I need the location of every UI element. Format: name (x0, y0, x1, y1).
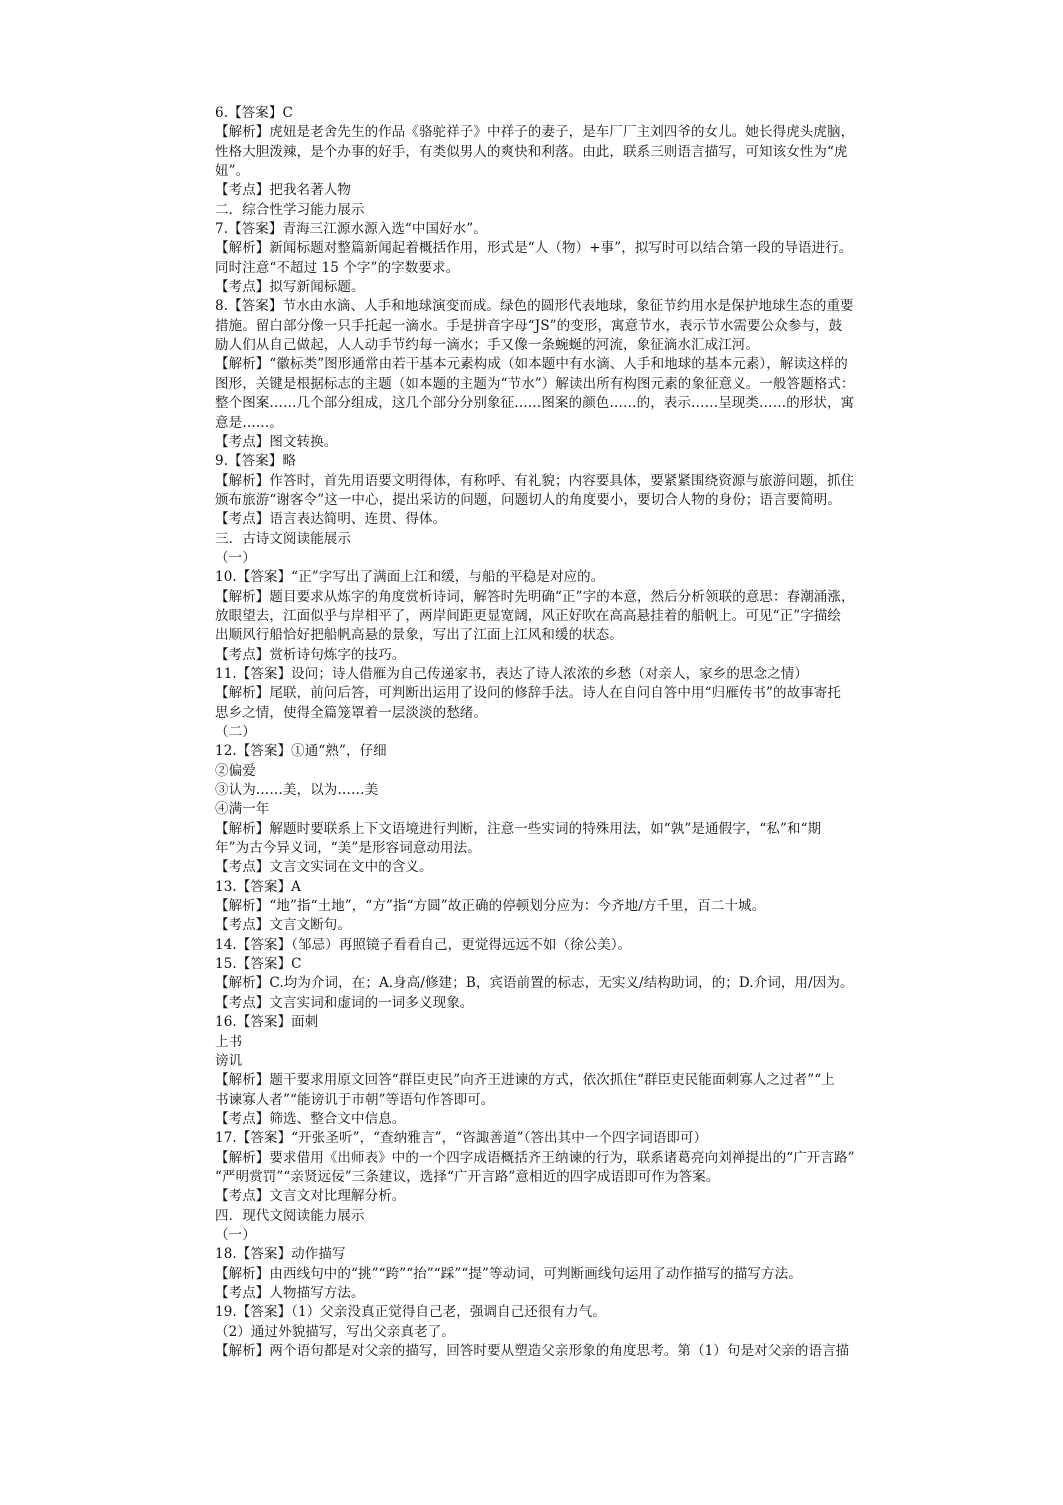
text-line: 【解析】新闻标题对整篇新闻起着概括作用，形式是“人（物）+事”，拟写时可以结合第一段的导语进行。 (215, 240, 853, 257)
text-line: 颁布旅游“谢客令”这一中心，提出采访的问题，问题切人的角度要小，要切合人物的身份；语言要简明。 (215, 491, 842, 508)
text-line: 四．现代文阅读能力展示 (215, 1207, 365, 1224)
text-line: 整个图案……几个部分组成，这几个部分分别象征……图案的颜色……的，表示……呈现类……的形状，寓 (215, 395, 855, 412)
text-line: 意是……。 (215, 414, 283, 431)
answer-key-content (215, 104, 935, 1361)
text-line: 【解析】作答时，首先用语要文明得体，有称呼、有礼貌；内容要具体，要紧紧围绕资源与旅游问题，抓住 (215, 472, 855, 489)
text-line: 【考点】人物描写方法。 (215, 1284, 365, 1301)
text-line: 【解析】C.均为介词，在；A.身高/修建；B，宾语前置的标志，无实义/结构助词，的；D.介词，用/因为。 (215, 975, 854, 992)
text-line: 【解析】题目要求从炼字的角度赏析诗词，解答时先明确“正”字的本意，然后分析领联的意思：春潮涌涨， (215, 588, 855, 605)
text-line: 【解析】“徽标类”图形通常由若干基本元素构成（如本题中有水滴、人手和地球的基本元素），解读这样的 (215, 356, 848, 373)
text-line: 图形，关键是根据标志的主题（如本题的主题为“节水”）解读出所有构图元素的象征意义。一般答题格式： (215, 375, 855, 392)
text-line: 13.【答案】A (215, 878, 302, 895)
text-line: 出顺风行船恰好把船帆高悬的景象，写出了江面上江风和缓的状态。 (215, 627, 623, 644)
text-line: 11.【答案】设问；诗人借雁为自己传递家书，表达了诗人浓浓的乡愁（对亲人，家乡的思念之情） (215, 665, 808, 682)
text-line: “严明赏罚”“亲贤远佞”三条建议，选择“广开言路”意相近的四字成语即可作为答案。 (215, 1168, 720, 1185)
text-line: 【考点】图文转换。 (215, 433, 338, 450)
text-line: 放眼望去，江面似乎与岸相平了，两岸间距更显宽阔，风正好吹在高高悬挂着的船帆上。可见“正”字描绘 (215, 607, 842, 624)
text-line: 12.【答案】①通“熟”，仔细 (215, 743, 387, 760)
text-line: 同时注意“不超过 15 个字”的字数要求。 (215, 259, 460, 276)
text-line: 【考点】文言文实词在文中的含义。 (215, 859, 433, 876)
text-line: 三．古诗文阅读能展示 (215, 530, 351, 547)
text-line: 【解析】虎妞是老舍先生的作品《骆驼祥子》中祥子的妻子，是车厂厂主刘四爷的女儿。她长得虎头虎脑， (215, 124, 855, 141)
text-line: 8.【答案】节水由水滴、人手和地球演变而成。绿色的圆形代表地球，象征节约用水是保护地球生态的重要 (215, 298, 854, 315)
text-line: 【考点】语言表达简明、连贯、得体。 (215, 511, 447, 528)
text-line: ②偏爱 (215, 762, 256, 779)
text-line: 上书 (215, 1033, 243, 1050)
text-line: ④满一年 (215, 801, 270, 818)
text-line: 【解析】解题时要联系上下文语境进行判断，注意一些实词的特殊用法，如“孰”是通假字，“私”和“期 (215, 820, 822, 837)
text-line: 【解析】要求借用《出师表》中的一个四字成语概括齐王纳谏的行为，联系诸葛亮向刘禅提出的“广开言路” (215, 1149, 855, 1166)
text-line: 思乡之情，使得全篇笼罩着一层淡淡的愁绪。 (215, 704, 487, 721)
text-line: 14.【答案】（邹忌）再照镜子看看自己，更觉得远远不如（徐公美）。 (215, 936, 632, 953)
text-line: 18.【答案】动作描写 (215, 1246, 346, 1263)
text-line: 妞”。 (215, 163, 250, 180)
text-line: 谤讥 (215, 1052, 243, 1069)
text-line: 10.【答案】“正”字写出了满面上江和缓，与船的平稳是对应的。 (215, 569, 605, 586)
text-line: （二） (215, 724, 256, 740)
text-line: 【解析】题干要求用原文回答“群臣吏民”向齐王进谏的方式，依次抓住“群臣吏民能面刺寡人之过者”“上 (215, 1072, 835, 1089)
text-line: 书谏寡人者”“能谤讥于市朝”等语句作答即可。 (215, 1091, 495, 1108)
text-line: （一） (215, 1226, 256, 1243)
text-line: 措施。留白部分像一只手托起一滴水。手是拼音字母“JS”的变形，寓意节水，表示节水需要公众参与，鼓 (215, 317, 843, 334)
text-line: 年”为古今异义词，“美”是形容词意动用法。 (215, 840, 481, 857)
text-line: 二．综合性学习能力展示 (215, 201, 365, 218)
text-line: ③认为……美，以为……美 (215, 782, 379, 799)
text-line: 【考点】赏析诗句炼字的技巧。 (215, 646, 406, 663)
text-line: 【解析】“地”指“土地”，“方”指“方圆”故正确的停顿划分应为：今齐地/方千里，百二十城。 (215, 898, 766, 915)
text-line: 【考点】文言文断句。 (215, 917, 351, 934)
text-line: 性格大胆泼辣，是个办事的好手，有类似男人的爽快和利落。由此，联系三则语言描写，可知该女性为“虎 (215, 143, 848, 160)
text-line: 15.【答案】C (215, 956, 302, 973)
text-line: 【考点】文言文对比理解分析。 (215, 1188, 406, 1205)
text-line: 9.【答案】略 (215, 453, 297, 470)
text-line: 【考点】拟写新闻标题。 (215, 279, 365, 296)
text-line: 16.【答案】面刺 (215, 1014, 319, 1031)
text-line: 【考点】把我名著人物 (215, 182, 351, 199)
text-line: （2）通过外貌描写，写出父亲真老了。 (215, 1323, 455, 1340)
text-line: 7.【答案】青海三江源水源入选“中国好水”。 (215, 221, 487, 238)
text-line: 励人们从自己做起，人人动手节约每一滴水；手又像一条蜿蜒的河流，象征滴水汇成江河。 (215, 337, 759, 354)
text-line: 【解析】尾联，前问后答，可判断出运用了设问的修辞手法。诗人在自问自答中用“归雁传书”的故事寄托 (215, 685, 842, 702)
text-line: 【解析】由西线句中的“挑”“跨”“抬”“踩”“提”等动词，可判断画线句运用了动作描写的描写方法。 (215, 1265, 802, 1282)
text-line: 【考点】文言实词和虚词的一词多义现象。 (215, 994, 474, 1011)
text-line: 6.【答案】C (215, 105, 293, 121)
text-line: 【解析】两个语句都是对父亲的描写，回答时要从塑造父亲形象的角度思考。第（1）句是对父亲的语言描 (215, 1343, 850, 1359)
text-line: （一） (215, 549, 256, 566)
text-line: 17.【答案】“开张圣听”，“查纳雅言”，“咨諏善道”（答出其中一个四字词语即可） (215, 1130, 708, 1147)
text-line: 19.【答案】（1）父亲没真正觉得自己老，强调自己还很有力气。 (215, 1304, 606, 1321)
text-line: 【考点】筛选、整合文中信息。 (215, 1110, 406, 1127)
